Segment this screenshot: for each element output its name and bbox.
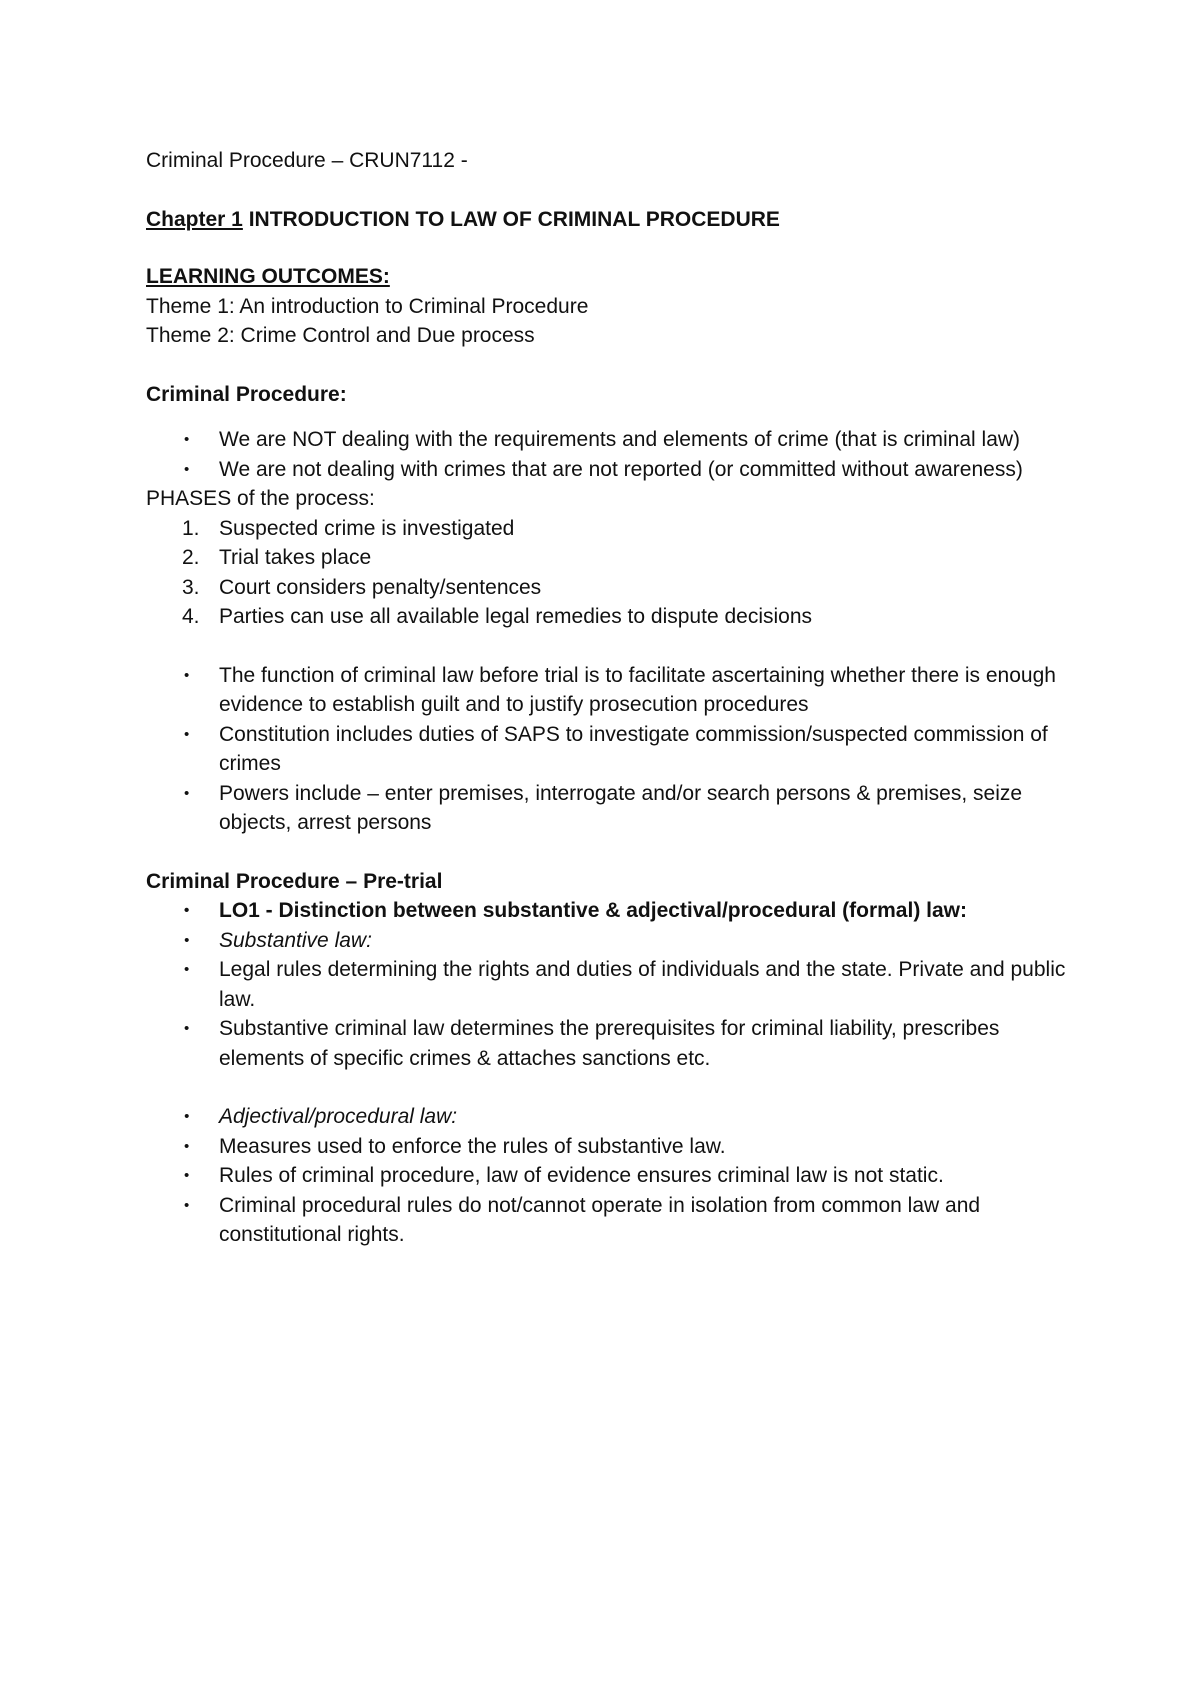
phases-label: PHASES of the process: xyxy=(146,487,375,510)
list-item-text: Trial takes place xyxy=(219,546,372,569)
list-number: 2. xyxy=(182,546,200,569)
function-bullet-list xyxy=(146,661,1076,838)
list-number: 1. xyxy=(182,516,200,540)
list-number: 4. xyxy=(182,605,200,628)
theme-1: Theme 1: An introduction to Criminal Procedure xyxy=(146,294,589,318)
list-item xyxy=(146,602,1076,632)
list-item xyxy=(146,573,1076,603)
theme-2: Theme 2: Crime Control and Due process xyxy=(146,324,535,347)
list-item: • LO1 - Distinction between substantive & adjectival/procedural (formal) law: xyxy=(146,896,1076,926)
criminal-procedure-heading: Criminal Procedure: xyxy=(146,382,347,406)
list-item xyxy=(146,514,1076,544)
chapter-title: INTRODUCTION TO LAW OF CRIMINAL PROCEDURE xyxy=(242,207,780,231)
list-item: • Criminal procedural rules do not/cannot operate in isolation from common law and constitutional rights. xyxy=(146,1191,1076,1250)
chapter-heading xyxy=(146,205,1076,235)
list-item: • Substantive law: xyxy=(146,926,1076,956)
list-item: • Powers include – enter premises, interrogate and/or search persons & premises, seize objects, arrest persons xyxy=(146,779,1076,838)
spacer xyxy=(146,632,1076,661)
list-item-text: Parties can use all available legal remedies to dispute decisions xyxy=(219,605,813,628)
document-page xyxy=(146,146,1076,1250)
list-item: • The function of criminal law before trial is to facilitate ascertaining whether there is enough evidence to establish guilt and to justify prosecution procedures xyxy=(146,661,1076,720)
list-item xyxy=(146,543,1076,573)
list-item: • Legal rules determining the rights and duties of individuals and the state. Private and public law. xyxy=(146,955,1076,1014)
list-item-text: Court considers penalty/sentences xyxy=(219,575,542,599)
adjectival-bullet-list xyxy=(146,1102,1076,1250)
list-item: • We are not dealing with crimes that are not reported (or committed without awareness) xyxy=(146,455,1076,485)
list-item: • Constitution includes duties of SAPS to investigate commission/suspected commission of crimes xyxy=(146,720,1076,779)
list-item: • Rules of criminal procedure, law of evidence ensures criminal law is not static. xyxy=(146,1161,1076,1191)
phases-list xyxy=(146,514,1076,632)
list-number: 3. xyxy=(182,575,200,599)
list-item: • We are NOT dealing with the requirements and elements of crime (that is criminal law) xyxy=(146,425,1076,455)
pre-trial-heading: Criminal Procedure – Pre-trial xyxy=(146,869,443,893)
list-item: • Adjectival/procedural law: xyxy=(146,1102,1076,1132)
document-title: Criminal Procedure – CRUN7112 - xyxy=(146,149,468,172)
chapter-number: Chapter 1 xyxy=(146,207,243,231)
scope-bullet-list xyxy=(146,425,1076,484)
list-item: • Measures used to enforce the rules of substantive law. xyxy=(146,1132,1076,1162)
list-item: • Substantive criminal law determines the prerequisites for criminal liability, prescribes elements of specific crimes & attaches sanctions etc. xyxy=(146,1014,1076,1073)
pre-trial-bullet-list xyxy=(146,896,1076,1073)
learning-outcomes-heading: LEARNING OUTCOMES: xyxy=(146,265,390,288)
spacer xyxy=(146,1073,1076,1102)
list-item-text: Suspected crime is investigated xyxy=(219,516,515,540)
